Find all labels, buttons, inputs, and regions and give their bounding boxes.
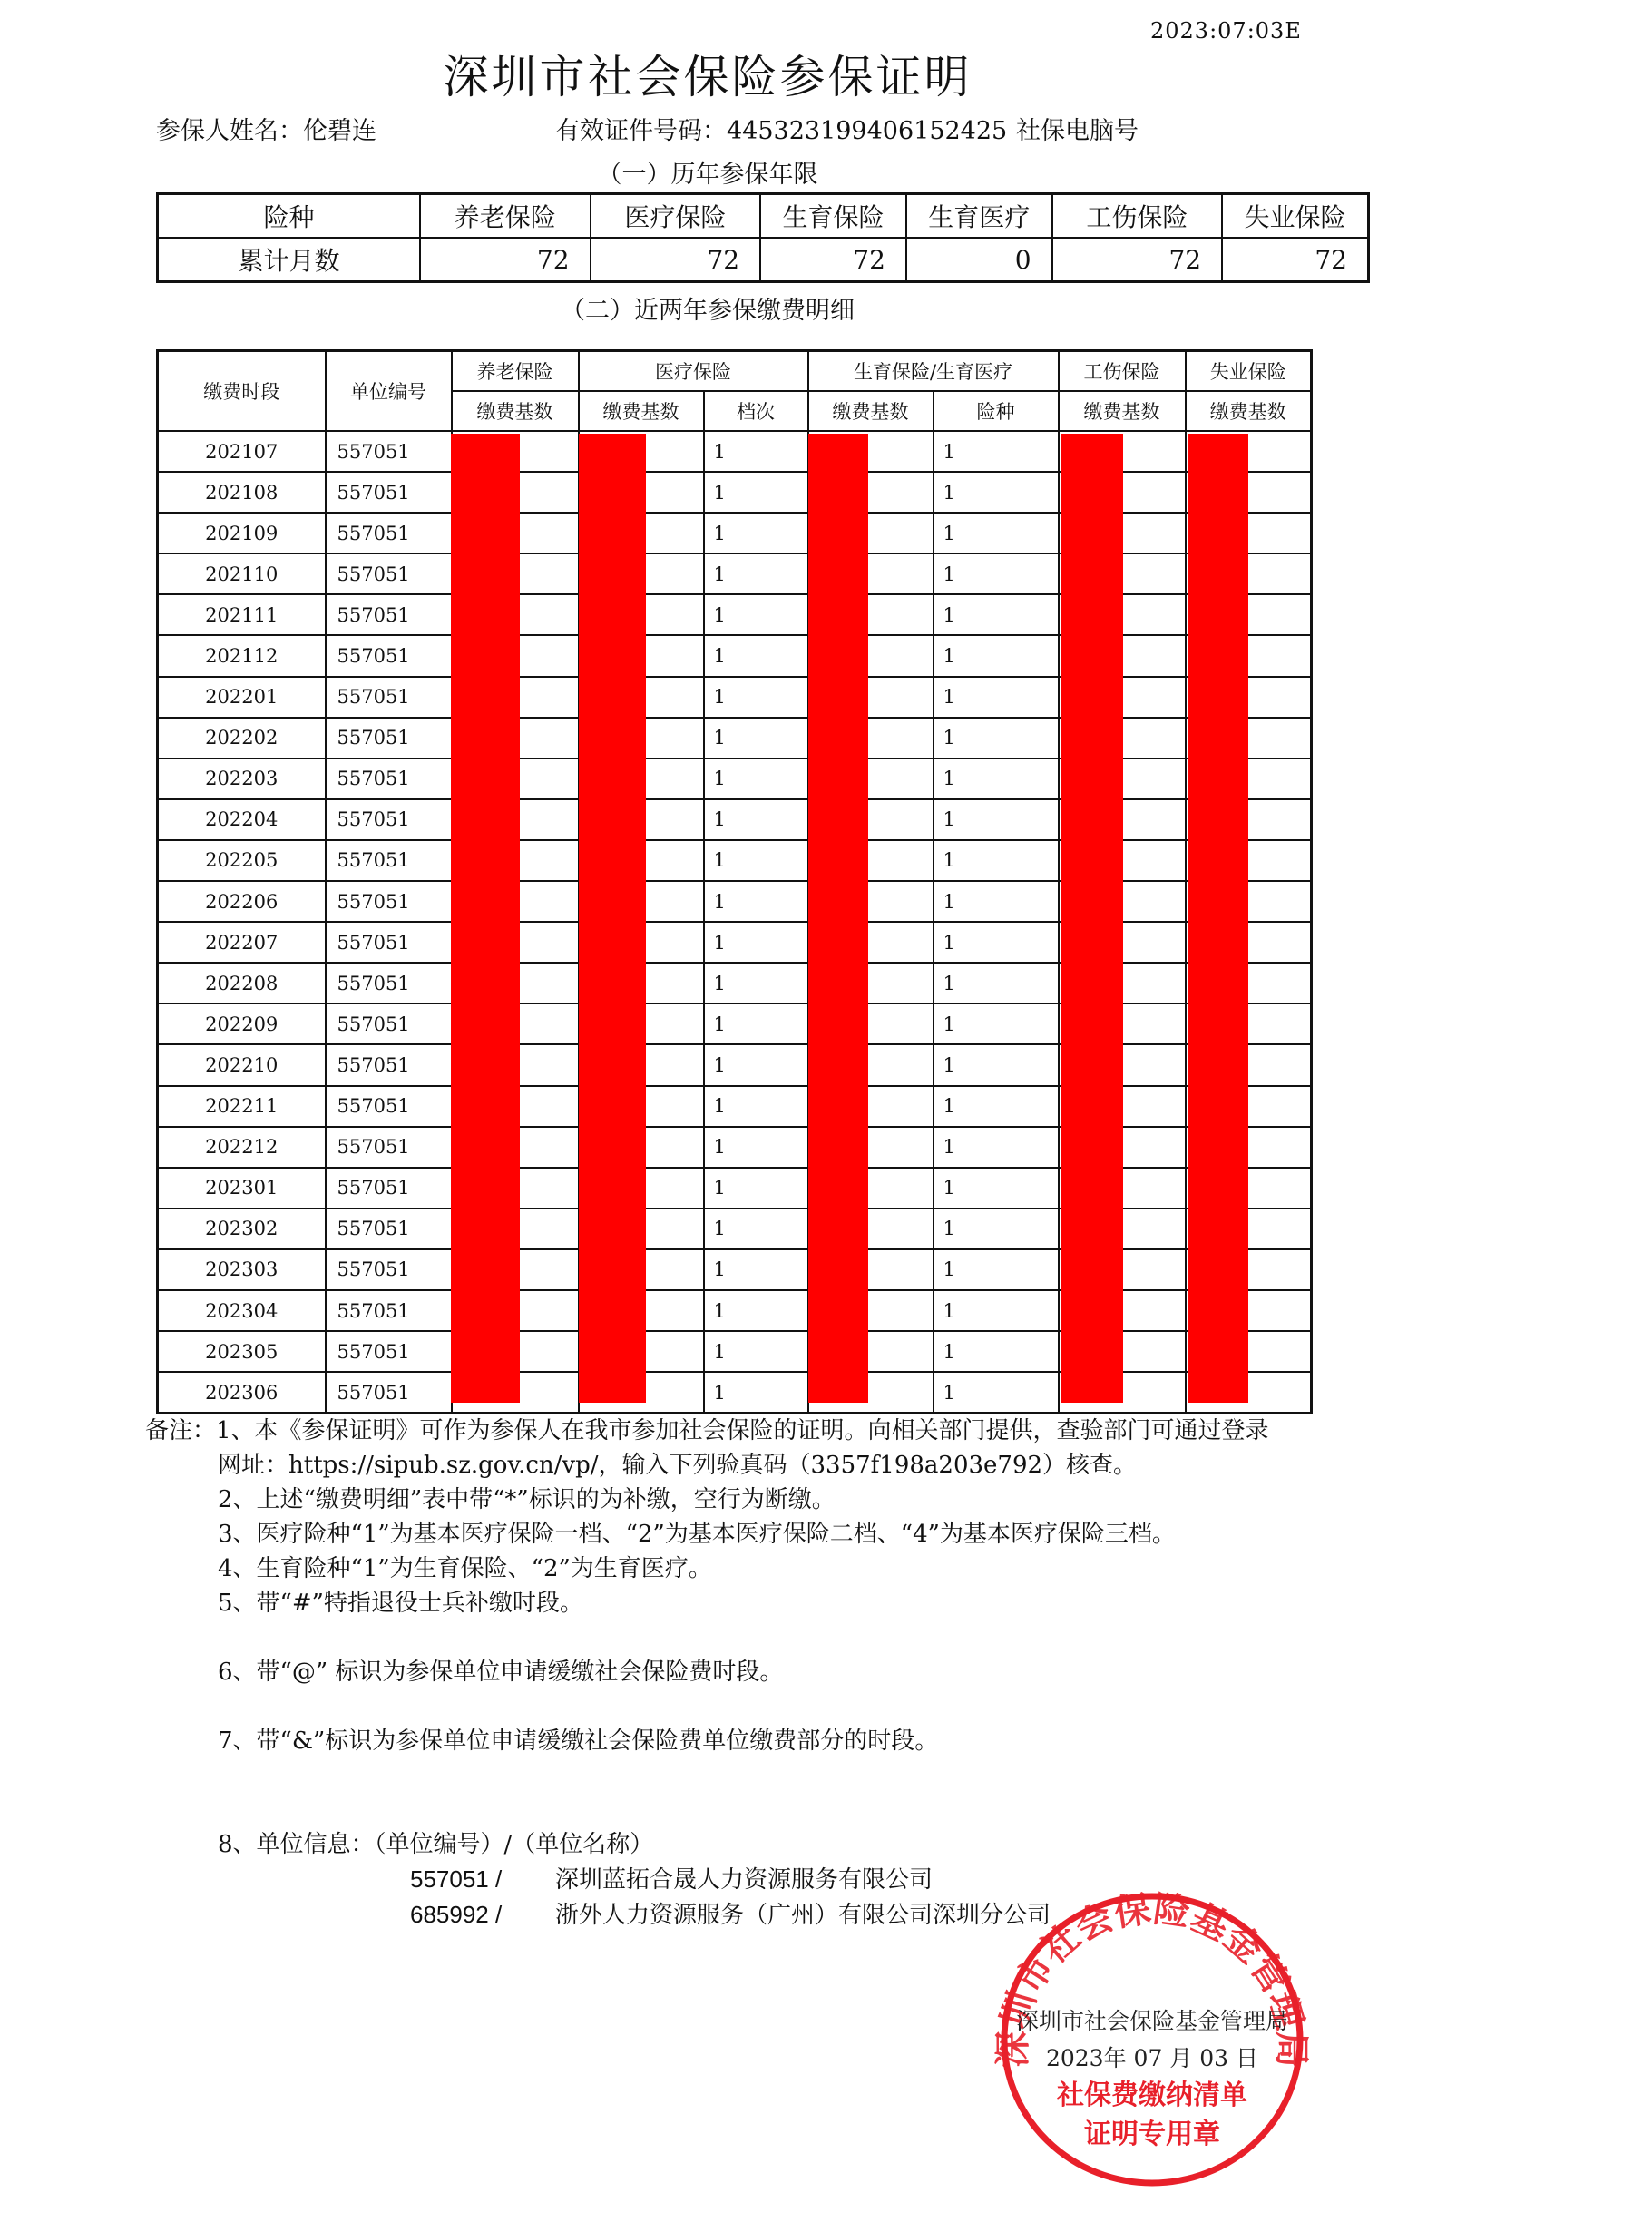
medical-level-cell: 1 — [704, 881, 808, 922]
medical-level-cell: 1 — [704, 840, 808, 881]
id-number: 有效证件号码：445323199406152425 — [555, 117, 1008, 145]
maternity-type-cell: 1 — [934, 922, 1059, 963]
page-title: 深圳市社会保险参保证明 — [443, 51, 973, 103]
unit-no-cell: 557051 — [326, 1249, 452, 1290]
table-row — [158, 553, 1312, 594]
header-unemployment-base: 缴费基数 — [1186, 391, 1312, 431]
t1-value: 0 — [906, 238, 1052, 282]
period-cell: 202208 — [158, 963, 326, 1003]
medical-level-cell: 1 — [704, 1372, 808, 1414]
period-cell: 202110 — [158, 553, 326, 594]
t1-header: 医疗保险 — [591, 194, 761, 239]
header-maternity-type: 险种 — [934, 391, 1059, 431]
header-medical-base: 缴费基数 — [579, 391, 704, 431]
table-row — [158, 1168, 1312, 1209]
unit-no-cell: 557051 — [326, 635, 452, 676]
period-cell: 202203 — [158, 759, 326, 799]
t1-header: 生育保险 — [760, 194, 906, 239]
maternity-type-cell: 1 — [934, 1249, 1059, 1290]
official-seal — [989, 1878, 1315, 2196]
maternity-type-cell: 1 — [934, 1372, 1059, 1414]
print-date: 2023:07:03E — [1150, 18, 1302, 44]
maternity-type-cell: 1 — [934, 1209, 1059, 1249]
period-cell: 202107 — [158, 431, 326, 472]
medical-level-cell: 1 — [704, 759, 808, 799]
maternity-type-cell: 1 — [934, 1331, 1059, 1372]
note-3: 3、医疗险种“1”为基本医疗保险一档、“2”为基本医疗保险二档、“4”为基本医疗保险三档。 — [218, 1521, 1176, 1548]
redaction-pension-base — [451, 434, 520, 1403]
t1-row-label: 累计月数 — [158, 238, 421, 282]
maternity-type-cell: 1 — [934, 881, 1059, 922]
unit-no-cell: 557051 — [326, 677, 452, 718]
table-row — [158, 1044, 1312, 1085]
maternity-type-cell: 1 — [934, 718, 1059, 759]
seal-date: 2023年 07 月 03 日 — [1045, 2045, 1259, 2071]
insured-name: 参保人姓名：伦碧连 — [156, 117, 376, 145]
table-row — [158, 594, 1312, 635]
maternity-type-cell: 1 — [934, 1086, 1059, 1127]
note-5: 5、带“#”特指退役士兵补缴时段。 — [218, 1590, 583, 1617]
table-row — [158, 1003, 1312, 1044]
period-cell: 202206 — [158, 881, 326, 922]
header-pension: 养老保险 — [452, 351, 579, 392]
maternity-type-cell: 1 — [934, 840, 1059, 881]
period-cell: 202112 — [158, 635, 326, 676]
org-code: 557051 / — [410, 1865, 503, 1893]
maternity-type-cell: 1 — [934, 513, 1059, 553]
table-row — [158, 1086, 1312, 1127]
redaction-injury-base — [1061, 434, 1123, 1403]
table-row — [158, 431, 1312, 472]
section1-title: （一）历年参保年限 — [597, 161, 818, 189]
maternity-type-cell: 1 — [934, 1127, 1059, 1168]
medical-level-cell: 1 — [704, 553, 808, 594]
maternity-type-cell: 1 — [934, 1003, 1059, 1044]
t1-value: 72 — [1222, 238, 1368, 282]
t1-header: 工伤保险 — [1052, 194, 1223, 239]
medical-level-cell: 1 — [704, 635, 808, 676]
table-row — [158, 799, 1312, 840]
period-cell: 202212 — [158, 1127, 326, 1168]
table-row — [158, 1209, 1312, 1249]
org-name: 浙外人力资源服务（广州）有限公司深圳分公司 — [555, 1902, 1051, 1929]
maternity-type-cell: 1 — [934, 677, 1059, 718]
medical-level-cell: 1 — [704, 963, 808, 1003]
period-cell: 202109 — [158, 513, 326, 553]
unit-no-cell: 557051 — [326, 963, 452, 1003]
unit-no-cell: 557051 — [326, 1168, 452, 1209]
period-cell: 202305 — [158, 1331, 326, 1372]
medical-level-cell: 1 — [704, 1209, 808, 1249]
medical-level-cell: 1 — [704, 1168, 808, 1209]
t1-header: 险种 — [158, 194, 421, 239]
medical-level-cell: 1 — [704, 1003, 808, 1044]
unit-no-cell: 557051 — [326, 1209, 452, 1249]
table-row — [158, 963, 1312, 1003]
period-cell: 202205 — [158, 840, 326, 881]
redaction-unemployment-base — [1188, 434, 1248, 1403]
t1-value: 72 — [760, 238, 906, 282]
maternity-type-cell: 1 — [934, 759, 1059, 799]
payment-detail-table — [156, 349, 1313, 1414]
table-row — [158, 759, 1312, 799]
unit-no-cell: 557051 — [326, 799, 452, 840]
period-cell: 202209 — [158, 1003, 326, 1044]
computer-number-label: 社保电脑号 — [1016, 117, 1139, 145]
t1-header: 养老保险 — [420, 194, 591, 239]
medical-level-cell: 1 — [704, 1331, 808, 1372]
seal-issuer: 深圳市社会保险基金管理局 — [1015, 2008, 1289, 2034]
maternity-type-cell: 1 — [934, 1168, 1059, 1209]
t1-value: 72 — [420, 238, 591, 282]
period-cell: 202304 — [158, 1290, 326, 1331]
table-row — [158, 635, 1312, 676]
period-cell: 202303 — [158, 1249, 326, 1290]
t1-value: 72 — [1052, 238, 1223, 282]
period-cell: 202202 — [158, 718, 326, 759]
period-cell: 202211 — [158, 1086, 326, 1127]
header-pension-base: 缴费基数 — [452, 391, 579, 431]
medical-level-cell: 1 — [704, 594, 808, 635]
medical-level-cell: 1 — [704, 677, 808, 718]
header-injury-base: 缴费基数 — [1059, 391, 1186, 431]
unit-no-cell: 557051 — [326, 1086, 452, 1127]
note-4: 4、生育险种“1”为生育保险、“2”为生育医疗。 — [218, 1555, 712, 1582]
note-6: 6、带“@” 标识为参保单位申请缓缴社会保险费时段。 — [218, 1659, 784, 1686]
medical-level-cell: 1 — [704, 431, 808, 472]
header-maternity-base: 缴费基数 — [808, 391, 934, 431]
maternity-type-cell: 1 — [934, 963, 1059, 1003]
unit-no-cell: 557051 — [326, 513, 452, 553]
t1-header: 失业保险 — [1222, 194, 1368, 239]
table-row — [158, 1372, 1312, 1414]
header-medical-level: 档次 — [704, 391, 808, 431]
unit-no-cell: 557051 — [326, 472, 452, 513]
period-cell: 202111 — [158, 594, 326, 635]
unit-no-cell: 557051 — [326, 1003, 452, 1044]
header-period: 缴费时段 — [158, 351, 326, 432]
note-7: 7、带“&”标识为参保单位申请缓缴社会保险费单位缴费部分的时段。 — [218, 1728, 939, 1755]
header-injury: 工伤保险 — [1059, 351, 1186, 392]
t1-value: 72 — [591, 238, 761, 282]
header-unit-no: 单位编号 — [326, 351, 452, 432]
medical-level-cell: 1 — [704, 1127, 808, 1168]
table-row — [158, 677, 1312, 718]
unit-no-cell: 557051 — [326, 431, 452, 472]
period-cell: 202301 — [158, 1168, 326, 1209]
table-row — [158, 1331, 1312, 1372]
maternity-type-cell: 1 — [934, 1044, 1059, 1085]
header-maternity: 生育保险/生育医疗 — [808, 351, 1059, 392]
period-cell: 202210 — [158, 1044, 326, 1085]
unit-no-cell: 557051 — [326, 922, 452, 963]
seal-ring-text: 深圳市社会保险基金管理局 — [991, 1887, 1314, 2068]
period-cell: 202108 — [158, 472, 326, 513]
table-row — [158, 513, 1312, 553]
period-cell: 202302 — [158, 1209, 326, 1249]
org-name: 深圳蓝拓合晟人力资源服务有限公司 — [555, 1866, 934, 1894]
table-row — [158, 840, 1312, 881]
unit-no-cell: 557051 — [326, 718, 452, 759]
medical-level-cell: 1 — [704, 718, 808, 759]
note-1a: 备注：1、本《参保证明》可作为参保人在我市参加社会保险的证明。向相关部门提供，查验部门可通过登录 — [145, 1417, 1269, 1444]
maternity-type-cell: 1 — [934, 799, 1059, 840]
maternity-type-cell: 1 — [934, 1290, 1059, 1331]
section2-title: （二）近两年参保缴费明细 — [561, 297, 855, 325]
unit-no-cell: 557051 — [326, 840, 452, 881]
seal-line1: 社保费缴纳清单 — [1057, 2080, 1247, 2111]
header-medical: 医疗保险 — [579, 351, 808, 392]
medical-level-cell: 1 — [704, 1249, 808, 1290]
unit-no-cell: 557051 — [326, 1044, 452, 1085]
unit-no-cell: 557051 — [326, 1331, 452, 1372]
org-code: 685992 / — [410, 1901, 503, 1928]
unit-no-cell: 557051 — [326, 759, 452, 799]
unit-no-cell: 557051 — [326, 1290, 452, 1331]
notes — [145, 1414, 1269, 1933]
redaction-maternity-base — [808, 434, 868, 1403]
maternity-type-cell: 1 — [934, 553, 1059, 594]
unit-no-cell: 557051 — [326, 881, 452, 922]
medical-level-cell: 1 — [704, 472, 808, 513]
medical-level-cell: 1 — [704, 922, 808, 963]
unit-no-cell: 557051 — [326, 594, 452, 635]
medical-level-cell: 1 — [704, 1086, 808, 1127]
table-row — [158, 472, 1312, 513]
table-row — [158, 1249, 1312, 1290]
note-8: 8、单位信息：（单位编号）/（单位名称） — [218, 1831, 654, 1858]
period-cell: 202204 — [158, 799, 326, 840]
medical-level-cell: 1 — [704, 1044, 808, 1085]
maternity-type-cell: 1 — [934, 594, 1059, 635]
note-1b: 网址：https://sipub.sz.gov.cn/vp/，输入下列验真码（3357f198a203e792）核查。 — [218, 1452, 1138, 1479]
seal-line2: 证明专用章 — [1084, 2119, 1220, 2150]
medical-level-cell: 1 — [704, 513, 808, 553]
table-row — [158, 922, 1312, 963]
table-row — [158, 1290, 1312, 1331]
header-unemployment: 失业保险 — [1186, 351, 1312, 392]
period-cell: 202201 — [158, 677, 326, 718]
maternity-type-cell: 1 — [934, 472, 1059, 513]
period-cell: 202306 — [158, 1372, 326, 1414]
svg-text:深圳市社会保险基金管理局 — [992, 1887, 1313, 2067]
redaction-medical-base — [579, 434, 646, 1403]
medical-level-cell: 1 — [704, 799, 808, 840]
maternity-type-cell: 1 — [934, 431, 1059, 472]
insurance-years-table — [156, 192, 1370, 283]
unit-no-cell: 557051 — [326, 1372, 452, 1414]
period-cell: 202207 — [158, 922, 326, 963]
table-row — [158, 718, 1312, 759]
table-row — [158, 1127, 1312, 1168]
note-2: 2、上述“缴费明细”表中带“*”标识的为补缴，空行为断缴。 — [218, 1486, 836, 1513]
unit-no-cell: 557051 — [326, 553, 452, 594]
t1-header: 生育医疗 — [906, 194, 1052, 239]
maternity-type-cell: 1 — [934, 635, 1059, 676]
unit-no-cell: 557051 — [326, 1127, 452, 1168]
medical-level-cell: 1 — [704, 1290, 808, 1331]
table-row — [158, 881, 1312, 922]
